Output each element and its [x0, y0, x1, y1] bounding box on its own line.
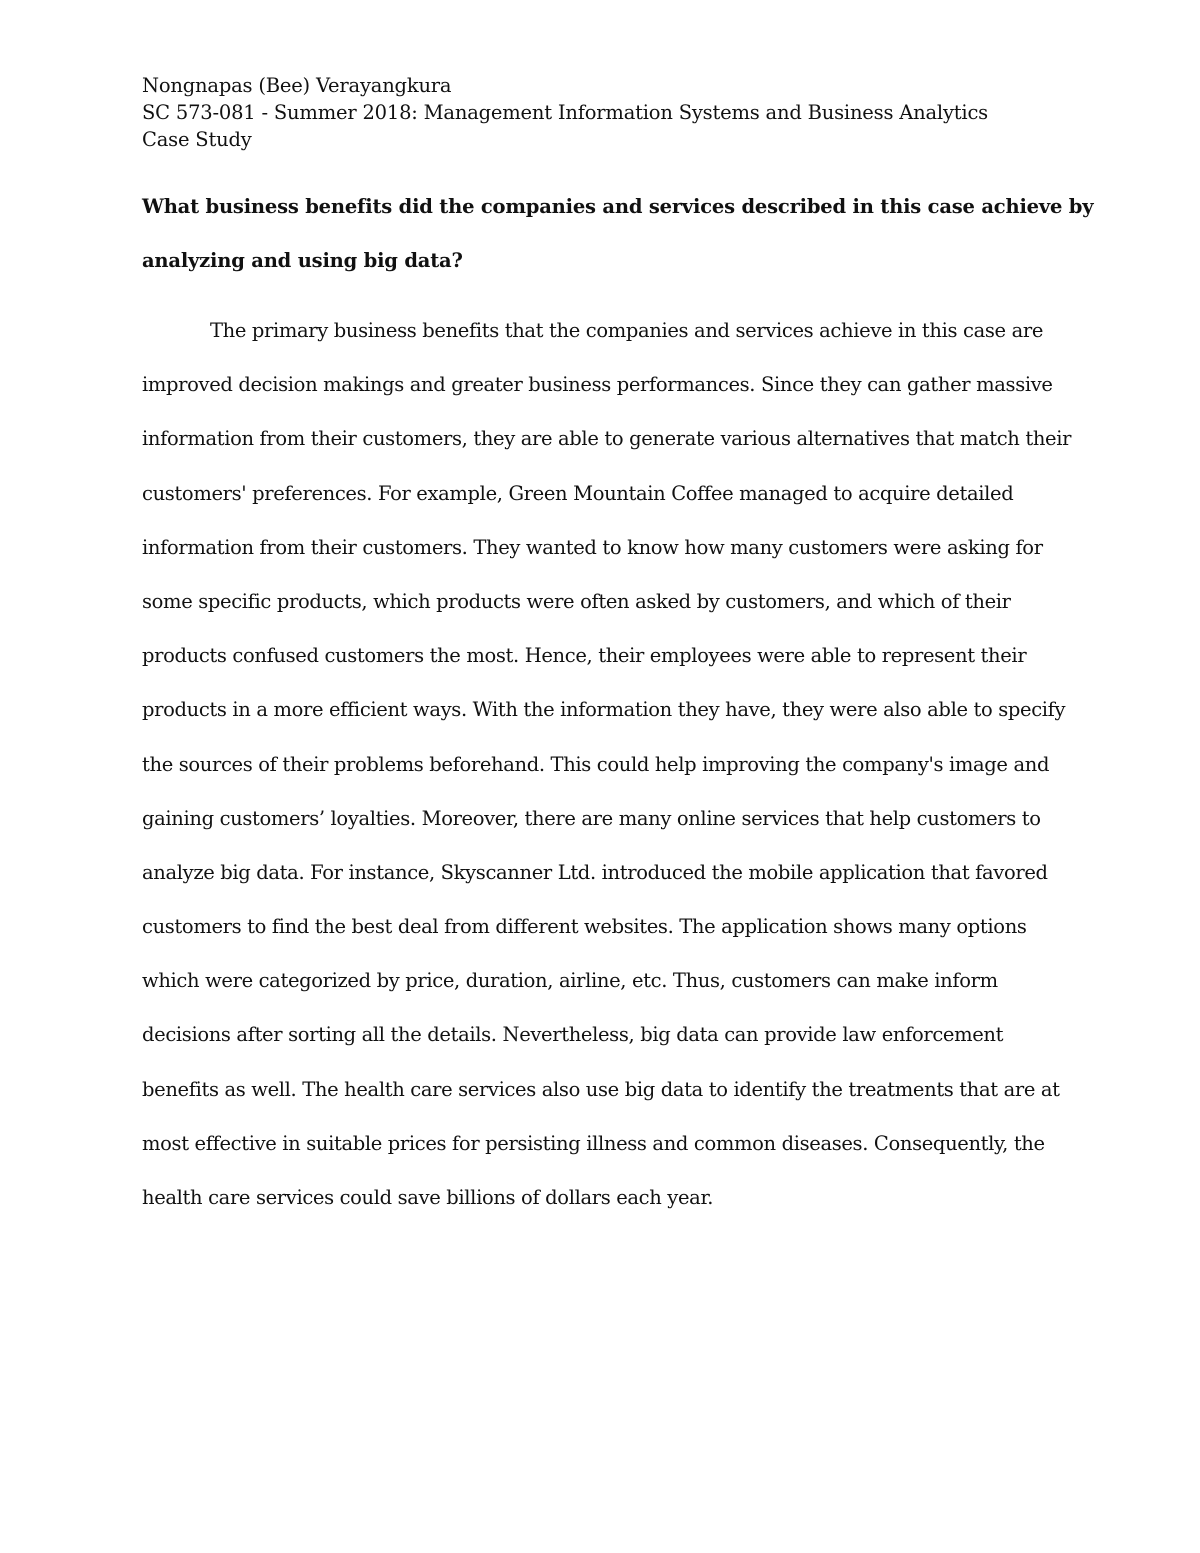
paragraph-line: The primary business benefits that the companies and services achieve in this case are — [210, 319, 1044, 342]
paragraph-line: information from their customers. They wanted to know how many customers were asking for — [142, 535, 1043, 559]
question-line: What business benefits did the companies and services described in this case achieve by — [142, 195, 1094, 218]
paragraph-line: customers' preferences. For example, Green Mountain Coffee managed to acquire detailed — [142, 481, 1014, 505]
question-line: analyzing and using big data? — [142, 249, 463, 272]
paragraph-line: products in a more efficient ways. With the information they have, they were also able to specify — [142, 698, 1066, 722]
paragraph-line: most effective in suitable prices for persisting illness and common diseases. Consequently, the — [142, 1131, 1045, 1155]
paragraph-line: gaining customers’ loyalties. Moreover, there are many online services that help customers to — [142, 806, 1041, 830]
answer-paragraph — [142, 304, 1072, 1225]
paragraph-line: health care services could save billions of dollars each year. — [142, 1186, 714, 1209]
paragraph-line: which were categorized by price, duration, airline, etc. Thus, customers can make inform — [142, 969, 998, 993]
paragraph-line: products confused customers the most. Hence, their employees were able to represent their — [142, 644, 1027, 668]
course-title: SC 573-081 - Summer 2018: Management Information Systems and Business Analytics — [142, 101, 988, 124]
question-heading — [142, 180, 1094, 288]
paragraph-line: improved decision makings and greater business performances. Since they can gather massive — [142, 373, 1053, 397]
paragraph-line: customers to find the best deal from different websites. The application shows many options — [142, 915, 1027, 939]
paragraph-line: some specific products, which products were often asked by customers, and which of their — [142, 589, 1011, 613]
document-header — [142, 72, 1062, 153]
paragraph-line: benefits as well. The health care services also use big data to identify the treatments that are at — [142, 1077, 1060, 1101]
paragraph-line: information from their customers, they are able to generate various alternatives that match their — [142, 427, 1072, 451]
paragraph-line: analyze big data. For instance, Skyscanner Ltd. introduced the mobile application that favored — [142, 860, 1048, 884]
assignment-type: Case Study — [142, 128, 252, 151]
paragraph-line: the sources of their problems beforehand. This could help improving the company's image and — [142, 752, 1050, 776]
paragraph-line: decisions after sorting all the details. Nevertheless, big data can provide law enforcement — [142, 1023, 1004, 1047]
author-name: Nongnapas (Bee) Verayangkura — [142, 74, 452, 97]
